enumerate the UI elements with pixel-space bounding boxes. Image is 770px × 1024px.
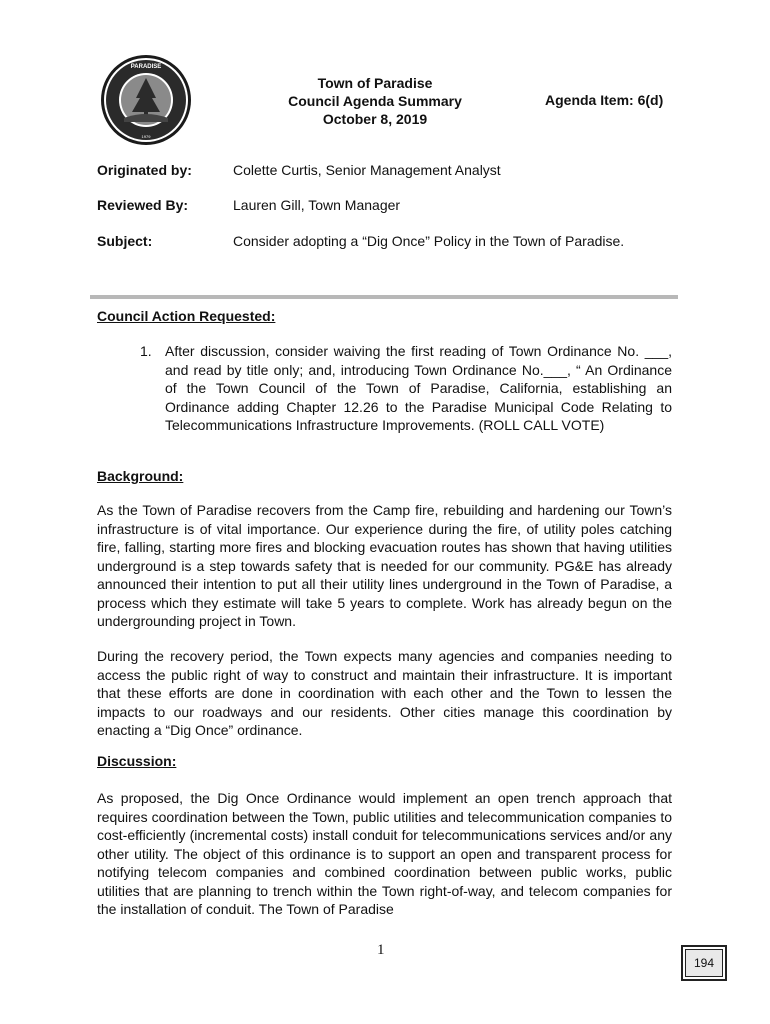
council-action-heading: Council Action Requested: [97,308,276,324]
page-number: 1 [377,942,385,958]
list-item-number: 1. [140,343,152,359]
originated-by-label: Originated by: [97,162,192,178]
svg-text:1979: 1979 [141,134,151,139]
town-name: Town of Paradise [317,75,433,91]
originated-by-value: Colette Curtis, Senior Management Analyst [233,162,501,178]
packet-page-stamp [681,945,727,981]
background-paragraph-2: During the recovery period, the Town expects many agencies and companies needing to access the public right of way to construct and maintain their infrastructure. It is important that these efforts are done in coordination with each other and the Town to lessen the impacts to our roadways and our residents. Other cities manage this coordination by enacting a “Dig Once” ordinance. [97,648,672,738]
meeting-date: October 8, 2019 [322,111,428,127]
document-header [270,74,480,128]
background-paragraph-1: As the Town of Paradise recovers from the Camp fire, rebuilding and hardening our Town’s infrastructure is of vital importance. Our experience during the fire, of utility poles catching fire, falling, starting more fires and blocking evacuation routes has shown that having utilities underground is a step towards safety that is needed for our community. PG&E has already announced their intention to put all their utility lines underground in the Town of Paradise, a process which they estimate will take 5 years to complete. Work has already begun on the undergrounding project in Town. [97,502,672,629]
discussion-heading: Discussion: [97,753,177,769]
reviewed-by-value: Lauren Gill, Town Manager [233,197,401,213]
agenda-item-number: Agenda Item: 6(d) [545,92,664,108]
town-seal-icon [100,54,192,146]
svg-text:PARADISE: PARADISE [130,64,162,70]
subject-label: Subject: [97,233,153,249]
document-title: Council Agenda Summary [288,93,462,109]
discussion-paragraph-1: As proposed, the Dig Once Ordinance would implement an open trench approach that requires coordination between the Town, public utilities and telecommunication companies to cost-efficiently (incremental costs) install conduit for telecommunications services and/or any other utility. The object of this ordinance is to support an open and transparent process for notifying telecom companies and combined coordination between public works, public utilities that are planning to trench within the Town right-of-way, and telecom companies for the installation of conduit. The Town of Paradise [97,790,672,917]
background-heading: Background: [97,468,184,484]
reviewed-by-label: Reviewed By: [97,197,189,213]
section-divider [90,295,678,299]
list-item-text: After discussion, consider waiving the first reading of Town Ordinance No. ___, and read by title only; and, introducing Town Ordinance No.___, “ An Ordinance of the Town Council of the Town of Paradise, California, establishing an Ordinance adding Chapter 12.26 to the Paradise Municipal Code Relating to Telecommunications Infrastructure Improvements. (ROLL CALL VOTE) [165,343,672,433]
subject-value: Consider adopting a “Dig Once” Policy in the Town of Paradise. [233,233,625,249]
packet-page-number: 194 [685,949,723,977]
